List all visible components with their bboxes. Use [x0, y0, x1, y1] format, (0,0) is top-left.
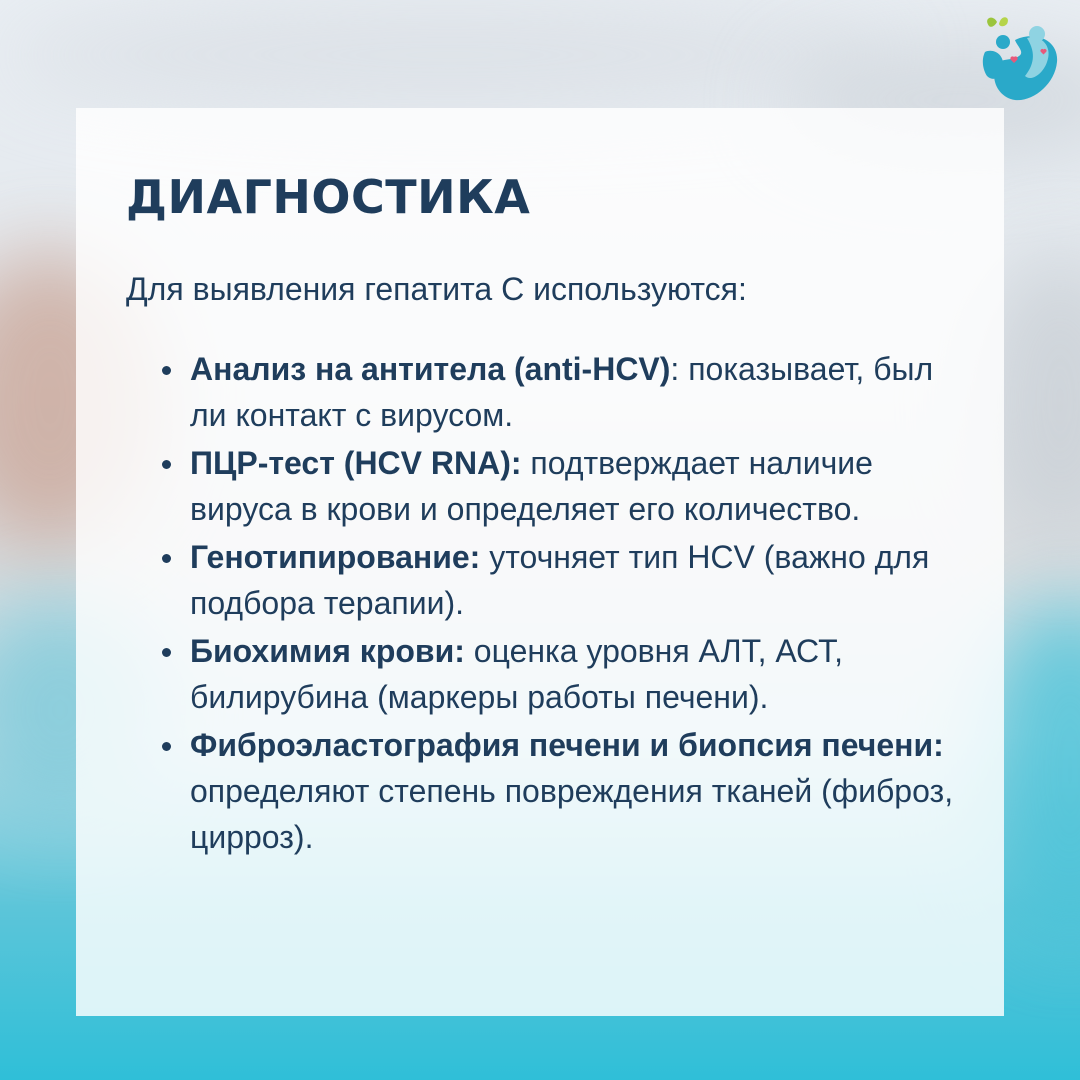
family-heart-logo-icon: [975, 12, 1061, 106]
item-term: Генотипирование:: [190, 538, 481, 575]
bullet-icon: [162, 742, 171, 751]
bullet-icon: [162, 554, 171, 563]
list-item: [190, 346, 974, 438]
item-description: подтверждает наличие вируса в крови и определяет его количество.: [190, 444, 873, 527]
item-description: оценка уровня АЛТ, АСТ, билирубина (маркеры работы печени).: [190, 632, 843, 715]
diagnostics-list: [126, 346, 974, 860]
bullet-icon: [162, 648, 171, 657]
item-description: : показывает, был ли контакт с вирусом.: [190, 350, 934, 433]
item-term: Анализ на антитела (anti-HCV): [190, 350, 671, 387]
item-description: уточняет тип HCV (важно для подбора терапии).: [190, 538, 930, 621]
page-title: ДИАГНОСТИКА: [126, 170, 531, 224]
bullet-icon: [162, 366, 171, 375]
list-item: [190, 628, 974, 720]
item-description: определяют степень повреждения тканей (фиброз, цирроз).: [190, 772, 954, 855]
item-term: ПЦР-тест (HCV RNA):: [190, 444, 522, 481]
list-item: [190, 440, 974, 532]
background-blur: [0, 0, 900, 110]
item-term: Фиброэластография печени и биопсия печени:: [190, 726, 944, 763]
content-card: [76, 108, 1004, 1016]
list-item: [190, 534, 974, 626]
intro-text: Для выявления гепатита С используются:: [126, 271, 747, 308]
item-term: Биохимия крови:: [190, 632, 465, 669]
list-item: [190, 722, 974, 860]
bullet-icon: [162, 460, 171, 469]
